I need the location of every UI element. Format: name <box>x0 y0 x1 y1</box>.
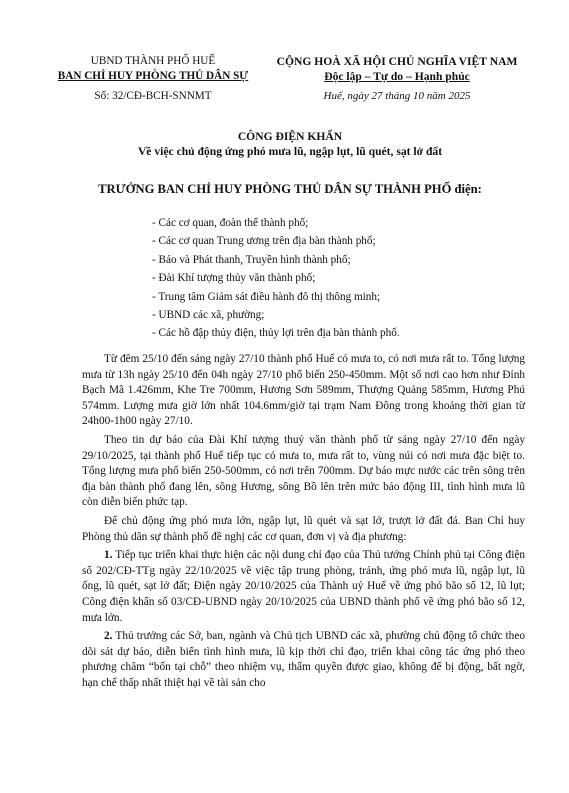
item-number: 1. <box>104 549 113 562</box>
recipient-item: - UBND các xã, phường; <box>152 309 265 322</box>
issuer-block <box>48 54 258 104</box>
issuer-org: UBND THÀNH PHỐ HUẾ <box>90 55 216 67</box>
paragraph-forecast: Theo tin dự báo của Đài Khí tượng thuỷ văn thành phố từ sáng ngày 27/10 đến ngày 29/10/2025, tại thành phố Huế tiếp tục có mưa to, mưa rất to, vùng núi có nơi mưa đặc biệt to. Tổng lượng mưa phổ biến 250-500mm, có nơi trên 700mm. Dự báo mực nước các trên sông trên địa bàn thành phố đang lên, sông Hương, sông Bồ lên trên mức báo động III, tình hình mưa lũ còn diễn biến phức tạp. <box>82 433 525 509</box>
issuer-unit: BAN CHỈ HUY PHÒNG THỦ DÂN SỰ <box>57 70 249 82</box>
nation-name: CỘNG HOÀ XÃ HỘI CHỦ NGHĨA VIỆT NAM <box>276 55 518 68</box>
issue-date: Huế, ngày 27 tháng 10 năm 2025 <box>323 90 471 102</box>
sender-line: TRƯỞNG BAN CHỈ HUY PHÒNG THỦ DÂN SỰ THÀNH PHỐ điện: <box>98 182 482 196</box>
recipient-item: - Các cơ quan, đoàn thể thành phố; <box>152 217 309 229</box>
document-subject: Về việc chủ động ứng phó mưa lũ, ngập lụt, lũ quét, sạt lở đất <box>137 145 443 158</box>
recipient-item: - Trung tâm Giám sát điều hành đô thị thông minh; <box>152 290 381 303</box>
item-text: Tiếp tục triển khai thực hiện các nội dung chỉ đạo của Thủ tướng Chính phủ tại Công điện số 202/CĐ-TTg ngày 22/10/2025 về việc tập trung phòng, tránh, ứng phó mưa lũ, ngập lụt, lũ ống, lũ quét, sạt lở đất; Điện ngày 20/10/2025 của Thành uỷ Huế về ứng phó bão số 12, lũ lụt; Công điện khẩn số 03/CĐ-UBND ngày 20/10/2025 của UBND thành phố về ứng phó bão số 12, mưa lớn. <box>82 549 525 624</box>
recipient-item: - Các cơ quan Trung ương trên địa bàn thành phố; <box>152 235 376 248</box>
recipient-item: - Báo và Phát thanh, Truyền hình thành phố; <box>152 253 351 266</box>
document-kind: CÔNG ĐIỆN KHẨN <box>237 130 343 143</box>
recipient-item: - Đài Khí tượng thủy văn thành phố; <box>152 272 316 285</box>
paragraph-item-2 <box>82 629 525 691</box>
national-motto: Độc lập – Tự do – Hạnh phúc <box>324 70 470 83</box>
document-number: Số: 32/CĐ-BCH-SNNMT <box>94 90 212 102</box>
item-number: 2. <box>104 630 113 643</box>
national-heading <box>262 54 532 104</box>
paragraph-request: Để chủ động ứng phó mưa lớn, ngập lụt, lũ quét và sạt lở, trượt lở đất đá. Ban Chỉ huy Phòng thủ dân sự thành phố đề nghị các cơ quan, đơn vị và địa phương: <box>82 514 525 543</box>
paragraph-item-1 <box>82 548 525 626</box>
recipient-list <box>152 214 400 343</box>
recipient-item: - Các hồ đập thủy điện, thủy lợi trên địa bàn thành phố. <box>152 327 400 340</box>
item-text: Thủ trưởng các Sở, ban, ngành và Chủ tịch UBND các xã, phường chủ động tổ chức theo dõi sát dự báo, diễn biến tình hình mưa, lũ kịp thời chỉ đạo, triển khai công tác ứng phó theo phương châm “bốn tại chỗ” theo nhiệm vụ, thẩm quyền được giao, không để bị động, bất ngờ, hạn chế thấp nhất thiệt hại về tài sản cho <box>82 630 525 689</box>
paragraph-rainfall-summary: Từ đêm 25/10 đến sáng ngày 27/10 thành phố Huế có mưa to, có nơi mưa rất to. Tổng lượng mưa từ 13h ngày 25/10 đến 04h ngày 27/10 phổ biến 250-450mm. Một số nơi cao hơn như Đỉnh Bạch Mã 1.426mm, Khe Tre 700mm, Hương Sơn 589mm, Thượng Quảng 585mm, Hương Phú 574mm. Lượng mưa giờ lớn nhất 104.6mm/giờ tại trạm Nam Đông trong khoảng thời gian từ 24h00-1h00 ngày 27/10. <box>82 353 525 428</box>
body-text <box>82 352 525 694</box>
